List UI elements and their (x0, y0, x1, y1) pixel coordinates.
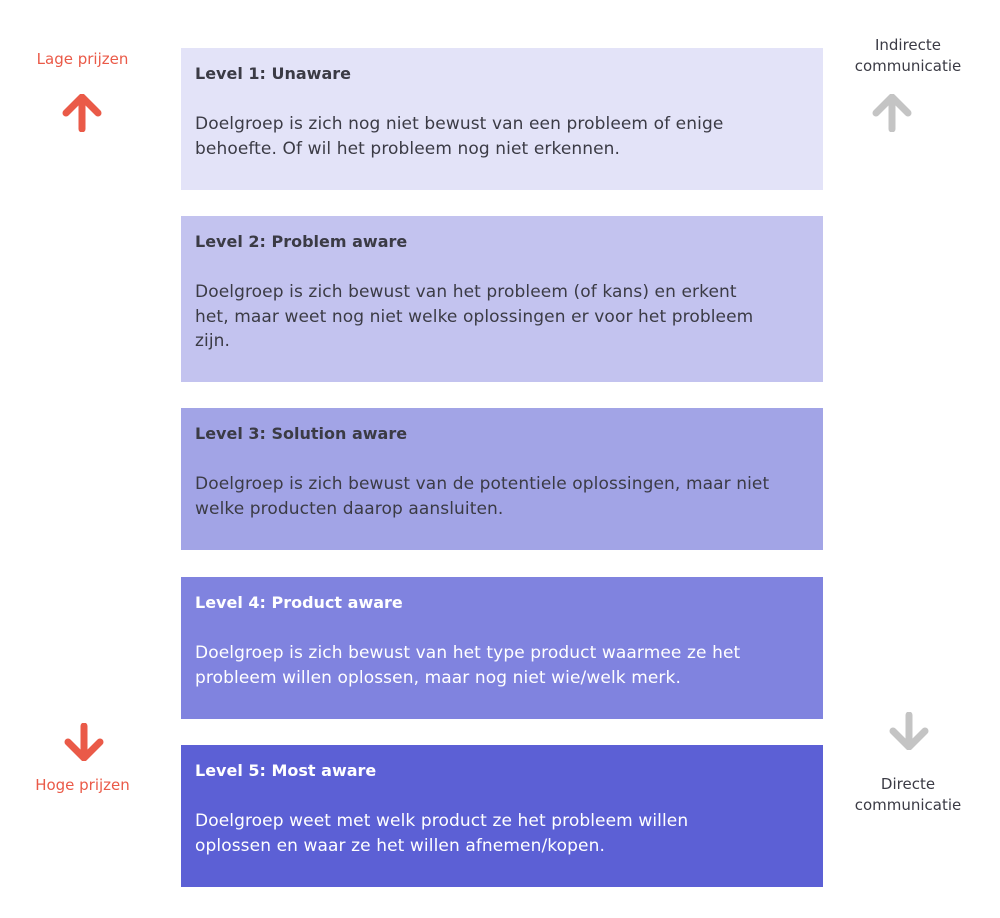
level-2-line-3: zijn. (195, 331, 231, 351)
arrow-down-icon (889, 712, 929, 750)
level-4-title: Level 4: Product aware (195, 593, 403, 612)
level-1-title: Level 1: Unaware (195, 64, 351, 83)
level-2-description (195, 280, 809, 354)
level-3-title: Level 3: Solution aware (195, 424, 408, 443)
level-5-line-1: Doelgroep weet met welk product ze het probleem willen (195, 811, 689, 831)
level-3-line-1: Doelgroep is zich bewust van de potentiele oplossingen, maar niet (195, 474, 770, 494)
level-3-box (181, 408, 823, 550)
arrow-up-icon (62, 94, 102, 132)
level-5-description (195, 809, 809, 858)
indirect-communication-label (840, 35, 976, 77)
level-2-line-2: het, maar weet nog niet welke oplossingen er voor het probleem (195, 306, 754, 327)
direct-communication-label (840, 774, 976, 816)
level-4-line-1: Doelgroep is zich bewust van het type product waarmee ze het (195, 643, 741, 663)
level-1-line-1: Doelgroep is zich nog niet bewust van een probleem of enige (195, 114, 724, 134)
level-4-line-2: probleem willen oplossen, maar nog niet wie/welk merk. (195, 667, 681, 688)
arrow-down-icon (64, 723, 104, 761)
level-4-description (195, 641, 809, 690)
level-2-box (181, 216, 823, 382)
level-5-title: Level 5: Most aware (195, 761, 377, 780)
direct-communication-line-2: communicatie (854, 796, 962, 814)
indirect-communication-line-2: communicatie (854, 57, 962, 75)
level-2-title: Level 2: Problem aware (195, 232, 408, 251)
high-price-label: Hoge prijzen (35, 776, 130, 794)
indirect-communication-line-1: Indirecte (874, 36, 942, 54)
low-price-label: Lage prijzen (36, 50, 129, 68)
arrow-up-icon (872, 94, 912, 132)
level-2-line-1: Doelgroep is zich bewust van het probleem (of kans) en erkent (195, 282, 737, 302)
level-5-box (181, 745, 823, 887)
level-3-line-2: welke producten daarop aansluiten. (195, 498, 504, 519)
level-1-line-2: behoefte. Of wil het probleem nog niet erkennen. (195, 138, 621, 159)
level-4-box (181, 577, 823, 719)
level-1-description (195, 112, 809, 161)
level-3-description (195, 472, 809, 521)
level-1-box (181, 48, 823, 190)
direct-communication-line-1: Directe (880, 775, 936, 793)
level-5-line-2: oplossen en waar ze het willen afnemen/kopen. (195, 835, 605, 856)
